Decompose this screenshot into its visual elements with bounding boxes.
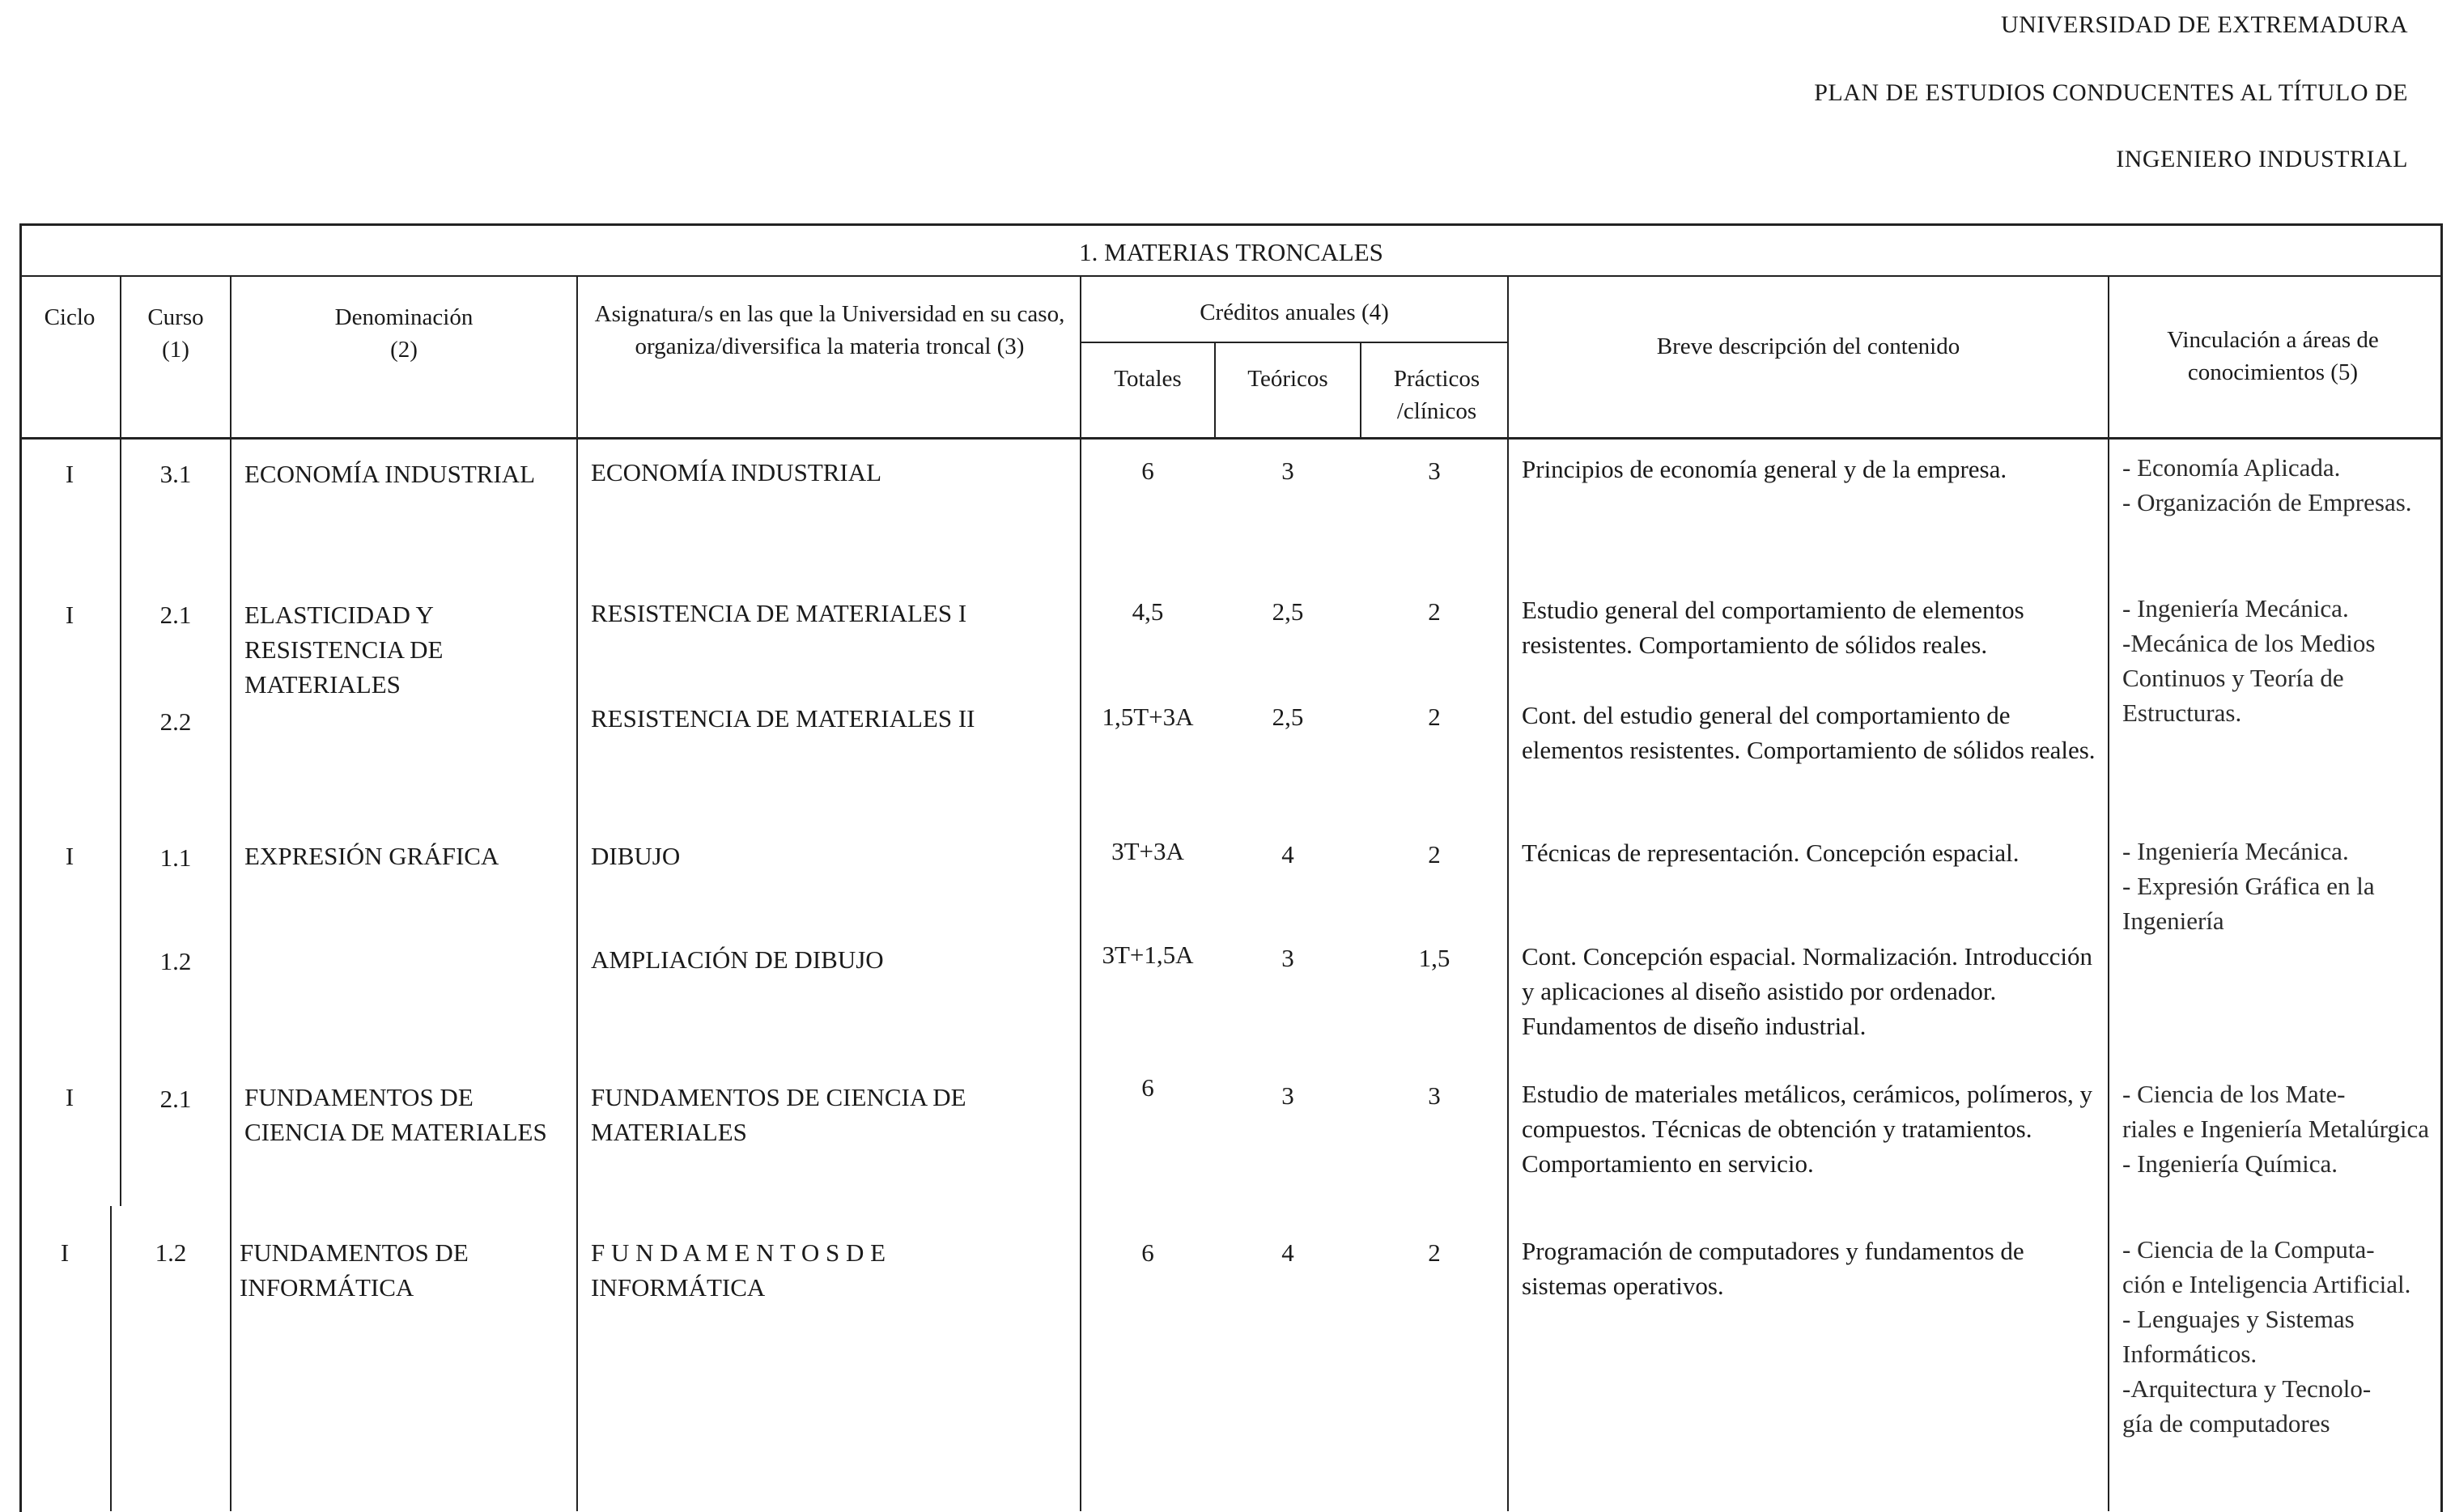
col-sep-ciclo: [120, 275, 121, 1206]
row-asignatura: RESISTENCIA DE MATERIALES II: [591, 704, 975, 733]
row-areas: - Ciencia de los Mate- riales e Ingeniería Metalúrgica - Ingeniería Química.: [2122, 1080, 2429, 1178]
row-teoricos: 4: [1281, 1238, 1294, 1267]
creditos-divider: [1080, 342, 1509, 343]
row-totales: 1,5T+3A: [1102, 703, 1194, 731]
degree-title: INGENIERO INDUSTRIAL: [2116, 146, 2408, 172]
row-teoricos: 2,5: [1272, 597, 1304, 626]
row-areas: - Ingeniería Mecánica. - Expresión Gráfica en la Ingeniería: [2122, 837, 2375, 935]
header-asignatura: Asignatura/s en las que la Universidad en su caso, organiza/diversifica la materia troncal (3): [594, 301, 1065, 359]
row-descripcion: Técnicas de representación. Concepción espacial.: [1522, 839, 2020, 867]
row-totales: 4,5: [1132, 597, 1164, 626]
row-teoricos: 3: [1281, 1081, 1294, 1110]
row-ciclo: I: [65, 1083, 74, 1111]
row-ciclo: I: [65, 842, 74, 870]
row-descripcion: Cont. del estudio general del comportamiento de elementos resistentes. Comportamiento de sólidos reales.: [1522, 701, 2096, 764]
row-teoricos: 2,5: [1272, 703, 1304, 731]
row-totales: 3T+1,5A: [1102, 941, 1194, 969]
row-denominacion: ECONOMÍA INDUSTRIAL: [244, 460, 536, 488]
header-practicos: Prácticos /clínicos: [1393, 366, 1480, 424]
row-asignatura: AMPLIACIÓN DE DIBUJO: [591, 945, 884, 974]
row-practicos: 3: [1428, 457, 1441, 485]
row-totales: 6: [1141, 1073, 1154, 1102]
row-descripcion: Principios de economía general y de la empresa.: [1522, 455, 2007, 483]
col-sep-practicos: [1507, 275, 1509, 1511]
row-practicos: 2: [1428, 597, 1441, 626]
col-sep-denominacion: [576, 275, 578, 1511]
header-totales: Totales: [1114, 366, 1182, 392]
row-teoricos: 4: [1281, 840, 1294, 869]
row-descripcion: Estudio general del comportamiento de elementos resistentes. Comportamiento de sólidos reales.: [1522, 596, 2024, 659]
row-descripcion: Programación de computadores y fundamentos de sistemas operativos.: [1522, 1237, 2024, 1300]
row-denominacion: EXPRESIÓN GRÁFICA: [244, 842, 499, 870]
row-descripcion: Cont. Concepción espacial. Normalización. Introducción y aplicaciones al diseño asistido por ordenador. Fundamentos de diseño industrial.: [1522, 942, 2093, 1040]
table-title: 1. MATERIAS TRONCALES: [1079, 238, 1383, 266]
row-curso: 3.1: [159, 460, 192, 488]
row-curso: 2.1: [159, 601, 192, 629]
header-vinculacion: Vinculación a áreas de conocimientos (5): [2167, 327, 2379, 385]
row-curso: 1.2: [155, 1238, 187, 1267]
row-areas: - Economía Aplicada. - Organización de Empresas.: [2122, 453, 2412, 516]
header-curso: Curso (1): [147, 304, 204, 363]
row-asignatura: ECONOMÍA INDUSTRIAL: [591, 458, 882, 486]
row-curso: 1.2: [159, 947, 192, 975]
row-asignatura: DIBUJO: [591, 842, 681, 870]
header-ciclo: Ciclo: [44, 304, 96, 330]
row-practicos: 2: [1428, 840, 1441, 869]
row-ciclo: I: [65, 460, 74, 488]
row-curso: 2.1: [159, 1085, 192, 1113]
row-denominacion: FUNDAMENTOS DE INFORMÁTICA: [240, 1238, 469, 1302]
row-practicos: 2: [1428, 703, 1441, 731]
col-sep-teoricos: [1360, 342, 1361, 439]
row-practicos: 1,5: [1418, 944, 1450, 972]
col-sep-descripcion: [2108, 275, 2109, 1511]
row-teoricos: 3: [1281, 457, 1294, 485]
row-areas: - Ciencia de la Computa- ción e Inteligencia Artificial. - Lenguajes y Sistemas Informáticos. -Arquitectura y Tecnolo- gía de computadores: [2122, 1235, 2411, 1438]
row-practicos: 2: [1428, 1238, 1441, 1267]
col-sep-curso: [230, 275, 231, 1511]
university-name: UNIVERSIDAD DE EXTREMADURA: [2001, 11, 2408, 38]
row-curso: 1.1: [159, 843, 192, 872]
row-areas: - Ingeniería Mecánica. -Mecánica de los Medios Continuos y Teoría de Estructuras.: [2122, 594, 2376, 727]
header-creditos: Créditos anuales (4): [1200, 299, 1389, 325]
row-asignatura: FUNDAMENTOS DE CIENCIA DE MATERIALES: [591, 1083, 966, 1146]
row-ciclo: I: [60, 1238, 70, 1267]
row-curso: 2.2: [159, 707, 192, 736]
row-teoricos: 3: [1281, 944, 1294, 972]
row-practicos: 3: [1428, 1081, 1441, 1110]
header-teoricos: Teóricos: [1247, 366, 1328, 392]
header-descripcion: Breve descripción del contenido: [1656, 333, 1960, 359]
row-denominacion: FUNDAMENTOS DE CIENCIA DE MATERIALES: [244, 1083, 547, 1146]
row-ciclo: I: [65, 601, 74, 629]
row-asignatura: RESISTENCIA DE MATERIALES I: [591, 599, 967, 627]
row-asignatura: F U N D A M E N T O S D E INFORMÁTICA: [591, 1238, 886, 1302]
row-denominacion: ELASTICIDAD Y RESISTENCIA DE MATERIALES: [244, 601, 444, 699]
plan-title: PLAN DE ESTUDIOS CONDUCENTES AL TÍTULO DE: [1814, 79, 2408, 106]
row-totales: 6: [1141, 457, 1154, 485]
row-totales: 3T+3A: [1111, 837, 1184, 865]
header-denominacion: Denominación (2): [334, 304, 474, 363]
header-divider: [19, 437, 2443, 440]
row-totales: 6: [1141, 1238, 1154, 1267]
row-descripcion: Estudio de materiales metálicos, cerámicos, polímeros, y compuestos. Técnicas de obtención y tratamientos. Comportamiento en servicio.: [1522, 1080, 2093, 1178]
title-divider: [19, 275, 2443, 277]
